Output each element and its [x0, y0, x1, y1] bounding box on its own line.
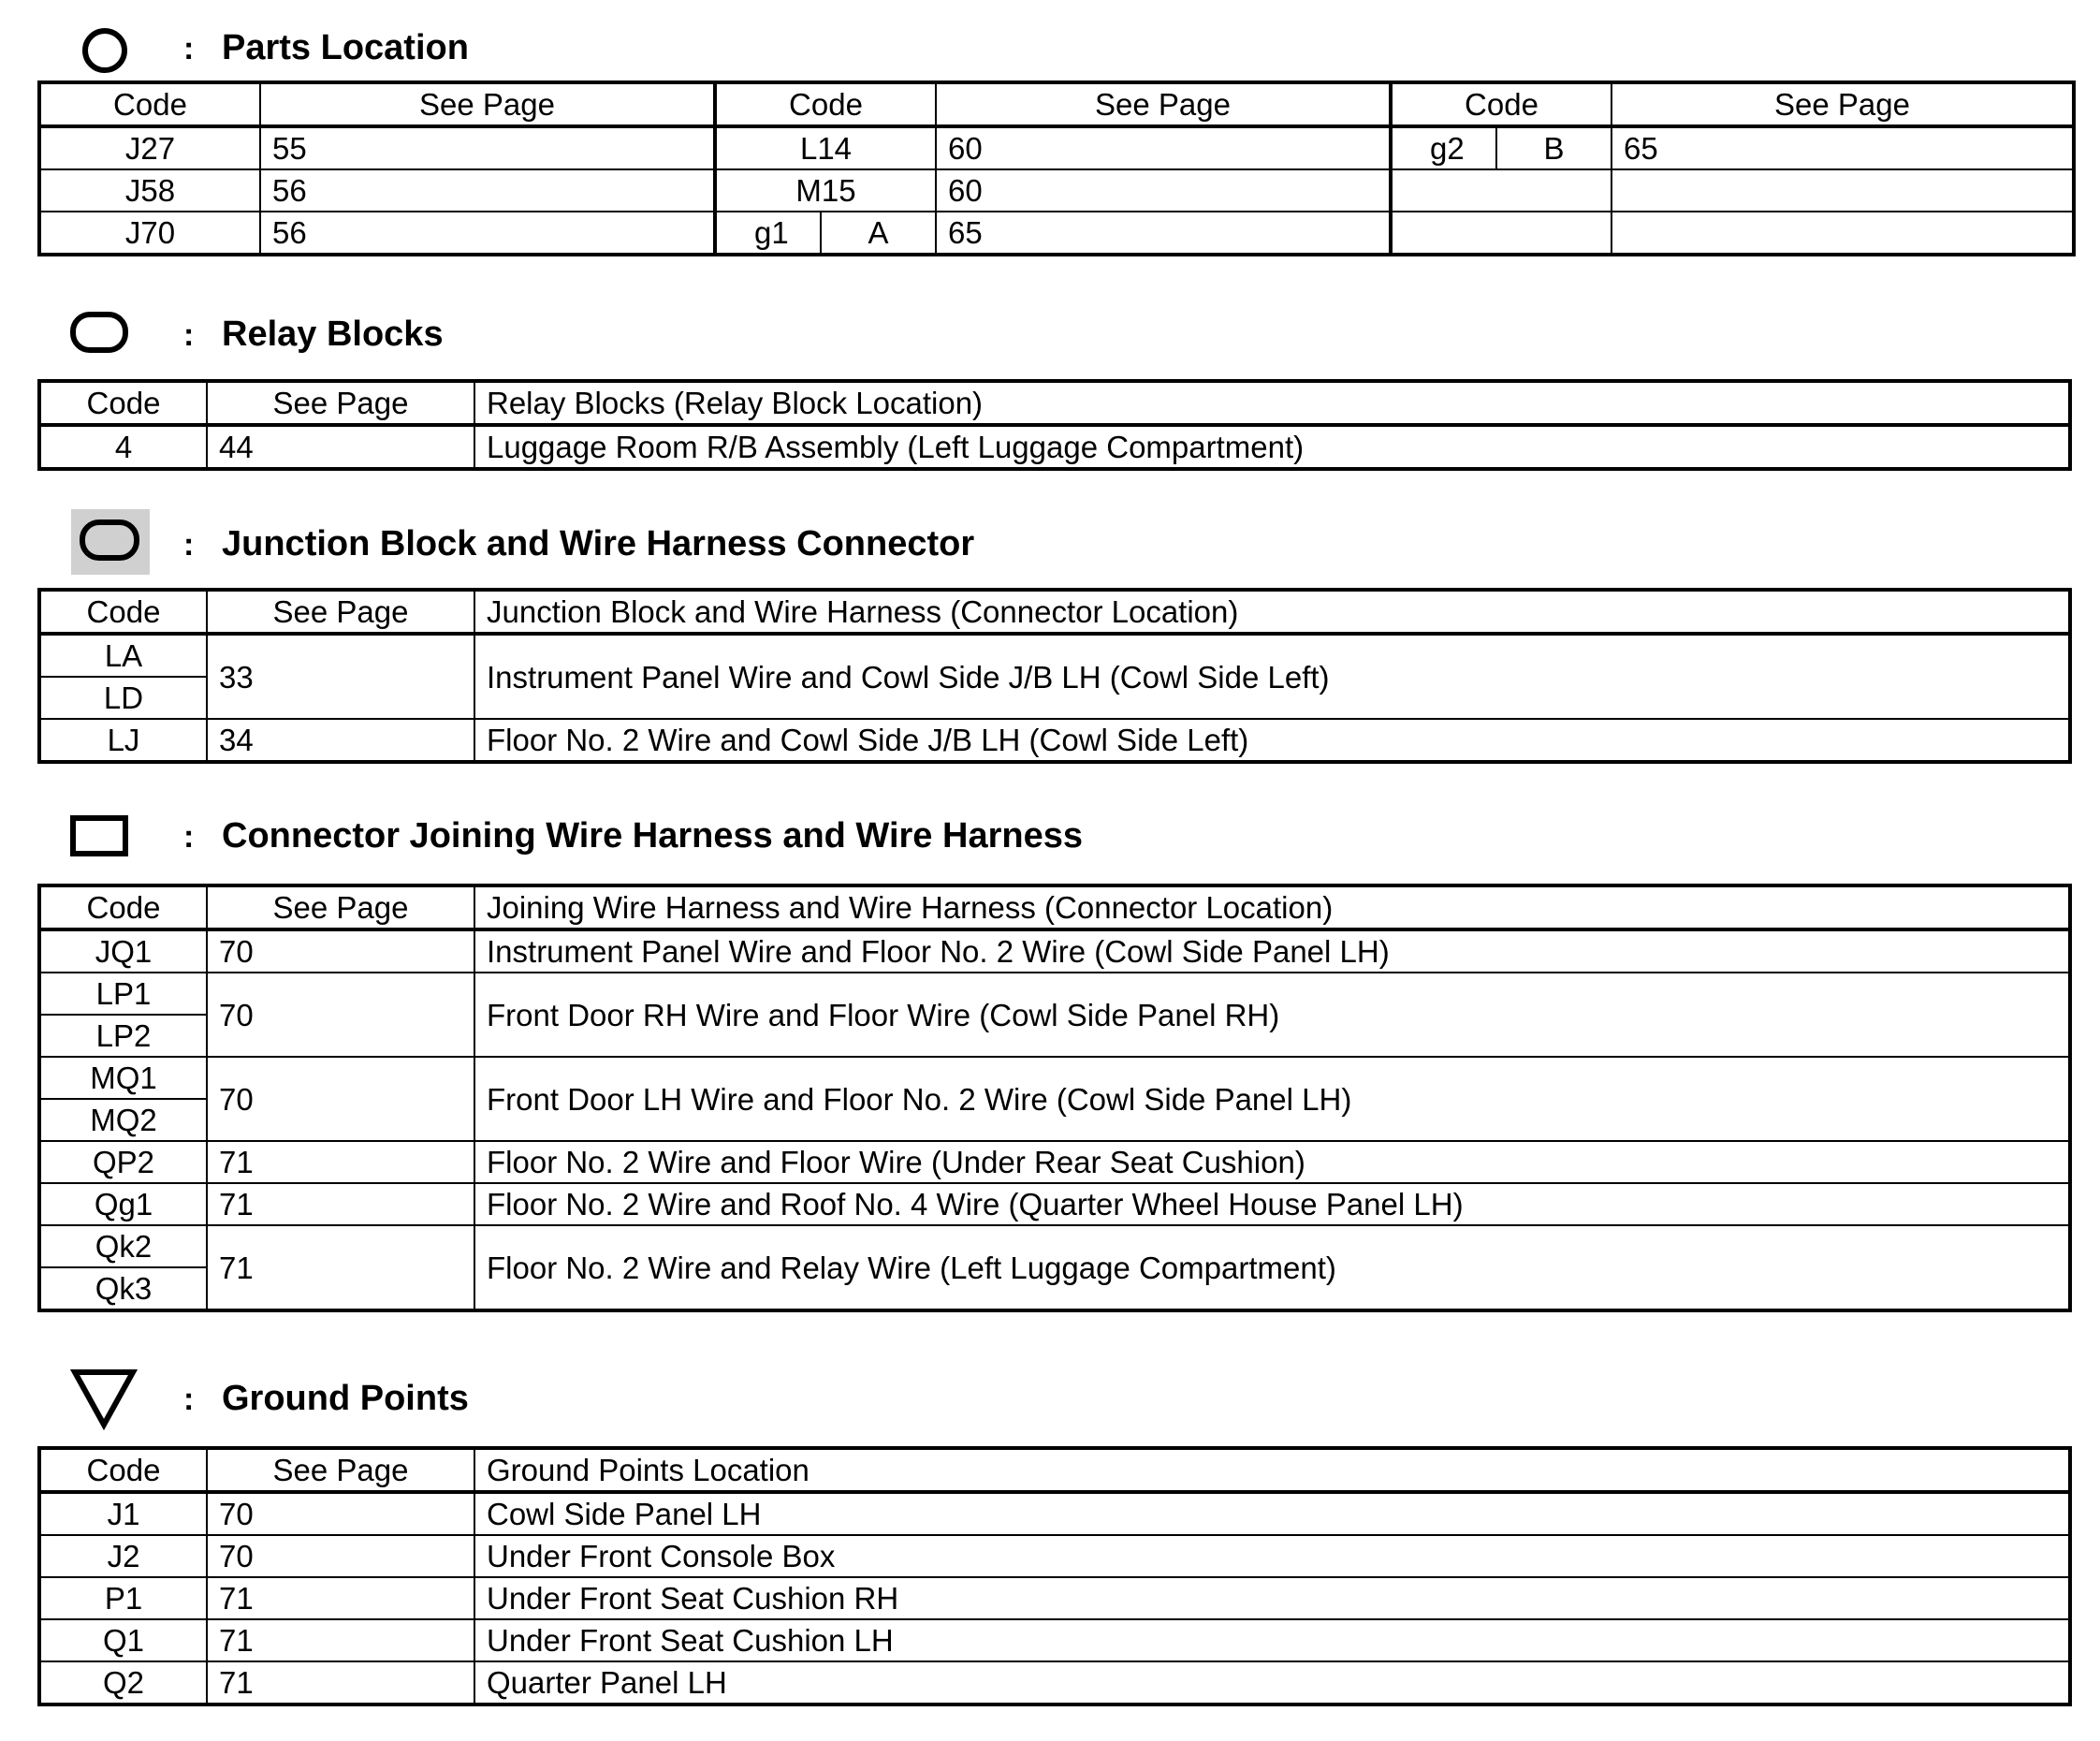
page-cell: 56 [260, 169, 715, 212]
table-row [39, 1535, 2070, 1577]
table-row [39, 1577, 2070, 1619]
section-title: Ground Points [222, 1379, 469, 1418]
table-row [39, 1661, 2070, 1704]
code-cell: J2 [39, 1535, 207, 1577]
table-row [39, 634, 2070, 677]
description-cell: Under Front Seat Cushion RH [474, 1577, 2070, 1619]
table-row [39, 1225, 2070, 1267]
header-see-page: See Page [1611, 82, 2074, 126]
header-code: Code [39, 590, 207, 634]
code-cell-split [715, 212, 936, 255]
table-header-row [39, 1448, 2070, 1492]
section-colon: : [183, 1382, 195, 1417]
code-cell: MQ1 [39, 1057, 207, 1099]
code-part-b: A [868, 215, 889, 250]
code-cell: J58 [39, 169, 260, 212]
code-part-a: g2 [1393, 128, 1497, 168]
code-cell: Q1 [39, 1619, 207, 1661]
page-cell: 34 [207, 719, 474, 762]
table-row [39, 719, 2070, 762]
header-description: Ground Points Location [474, 1448, 2070, 1492]
table-row [39, 1492, 2070, 1535]
circle-icon [80, 26, 129, 75]
page-cell: 71 [207, 1141, 474, 1183]
header-see-page: See Page [207, 885, 474, 929]
empty-cell [1391, 169, 1611, 212]
header-description: Joining Wire Harness and Wire Harness (Connector Location) [474, 885, 2070, 929]
description-cell: Under Front Console Box [474, 1535, 2070, 1577]
page-cell: 71 [207, 1577, 474, 1619]
code-cell: LD [39, 677, 207, 719]
table-header-row [39, 381, 2070, 425]
page-cell: 65 [1611, 126, 2074, 169]
description-cell: Front Door LH Wire and Floor No. 2 Wire (Cowl Side Panel LH) [474, 1057, 2070, 1141]
code-cell: L14 [715, 126, 936, 169]
page-cell: 71 [207, 1661, 474, 1704]
description-cell: Front Door RH Wire and Floor Wire (Cowl Side Panel RH) [474, 973, 2070, 1057]
code-cell: Qk3 [39, 1267, 207, 1310]
empty-cell [1611, 212, 2074, 255]
section-title: Junction Block and Wire Harness Connector [222, 524, 975, 563]
shaded-rounded-rect-icon [79, 519, 142, 565]
code-cell: 4 [39, 425, 207, 469]
rounded-rect-icon [69, 311, 131, 358]
description-cell: Floor No. 2 Wire and Floor Wire (Under Rear Seat Cushion) [474, 1141, 2070, 1183]
code-cell: P1 [39, 1577, 207, 1619]
code-cell: Qg1 [39, 1183, 207, 1225]
page-cell: 56 [260, 212, 715, 255]
header-code: Code [1391, 82, 1611, 126]
page-cell: 60 [936, 169, 1391, 212]
relay-blocks-table [37, 379, 2072, 471]
section-colon: : [183, 317, 195, 353]
section-title: Parts Location [222, 28, 469, 67]
description-cell: Floor No. 2 Wire and Roof No. 4 Wire (Quarter Wheel House Panel LH) [474, 1183, 2070, 1225]
page-cell: 70 [207, 1057, 474, 1141]
table-row [39, 1057, 2070, 1099]
code-cell: LJ [39, 719, 207, 762]
table-row [39, 929, 2070, 973]
connector-table [37, 884, 2072, 1312]
ground-points-table [37, 1446, 2072, 1706]
empty-cell [1391, 212, 1611, 255]
header-code: Code [39, 885, 207, 929]
header-code: Code [39, 82, 260, 126]
code-cell: Qk2 [39, 1225, 207, 1267]
page-cell: 55 [260, 126, 715, 169]
table-row [39, 1619, 2070, 1661]
square-icon [69, 814, 131, 861]
page-cell: 71 [207, 1225, 474, 1310]
table-row [39, 1183, 2070, 1225]
code-part-b: B [1543, 131, 1565, 166]
code-part-a: g1 [717, 212, 822, 253]
header-code: Code [39, 381, 207, 425]
header-see-page: See Page [207, 590, 474, 634]
section-title: Relay Blocks [222, 315, 444, 354]
table-row [39, 973, 2070, 1015]
code-cell: LA [39, 634, 207, 677]
code-cell: J27 [39, 126, 260, 169]
description-cell: Floor No. 2 Wire and Relay Wire (Left Luggage Compartment) [474, 1225, 2070, 1310]
header-description: Relay Blocks (Relay Block Location) [474, 381, 2070, 425]
header-see-page: See Page [207, 1448, 474, 1492]
description-cell: Cowl Side Panel LH [474, 1492, 2070, 1535]
code-cell: QP2 [39, 1141, 207, 1183]
page-cell: 70 [207, 929, 474, 973]
table-header-row [39, 885, 2070, 929]
description-cell: Instrument Panel Wire and Floor No. 2 Wire (Cowl Side Panel LH) [474, 929, 2070, 973]
header-see-page: See Page [260, 82, 715, 126]
code-cell: M15 [715, 169, 936, 212]
header-code: Code [39, 1448, 207, 1492]
description-cell: Quarter Panel LH [474, 1661, 2070, 1704]
header-description: Junction Block and Wire Harness (Connector Location) [474, 590, 2070, 634]
page-cell: 71 [207, 1183, 474, 1225]
section-colon: : [183, 31, 195, 66]
page-cell: 70 [207, 973, 474, 1057]
relay-blocks-header [0, 305, 2100, 371]
page-cell: 65 [936, 212, 1391, 255]
page-cell: 70 [207, 1535, 474, 1577]
section-title: Connector Joining Wire Harness and Wire Harness [222, 816, 1083, 856]
table-row [39, 126, 2074, 169]
connector-header [0, 807, 2100, 872]
page-cell: 44 [207, 425, 474, 469]
header-code: Code [715, 82, 936, 126]
ground-points-header [0, 1367, 2100, 1432]
page-cell: 71 [207, 1619, 474, 1661]
table-row [39, 169, 2074, 212]
junction-block-table [37, 588, 2072, 764]
description-cell: Under Front Seat Cushion LH [474, 1619, 2070, 1661]
table-row [39, 1141, 2070, 1183]
code-cell-split [1391, 126, 1611, 169]
code-cell: J1 [39, 1492, 207, 1535]
page-cell: 33 [207, 634, 474, 719]
description-cell: Instrument Panel Wire and Cowl Side J/B LH (Cowl Side Left) [474, 634, 2070, 719]
page-cell: 60 [936, 126, 1391, 169]
parts-location-header [0, 19, 2100, 84]
table-header-row [39, 590, 2070, 634]
header-see-page: See Page [207, 381, 474, 425]
code-cell: LP2 [39, 1015, 207, 1057]
parts-location-table [37, 80, 2076, 256]
table-row [39, 425, 2070, 469]
header-see-page: See Page [936, 82, 1391, 126]
section-colon: : [183, 819, 195, 855]
code-cell: LP1 [39, 973, 207, 1015]
description-cell: Luggage Room R/B Assembly (Left Luggage Compartment) [474, 425, 2070, 469]
section-colon: : [183, 527, 195, 563]
description-cell: Floor No. 2 Wire and Cowl Side J/B LH (Cowl Side Left) [474, 719, 2070, 762]
junction-block-header [0, 509, 2100, 575]
triangle-down-icon [69, 1367, 139, 1430]
page-cell: 70 [207, 1492, 474, 1535]
code-cell: J70 [39, 212, 260, 255]
table-row [39, 212, 2074, 255]
code-cell: JQ1 [39, 929, 207, 973]
empty-cell [1611, 169, 2074, 212]
table-header-row [39, 82, 2074, 126]
code-cell: MQ2 [39, 1099, 207, 1141]
code-cell: Q2 [39, 1661, 207, 1704]
